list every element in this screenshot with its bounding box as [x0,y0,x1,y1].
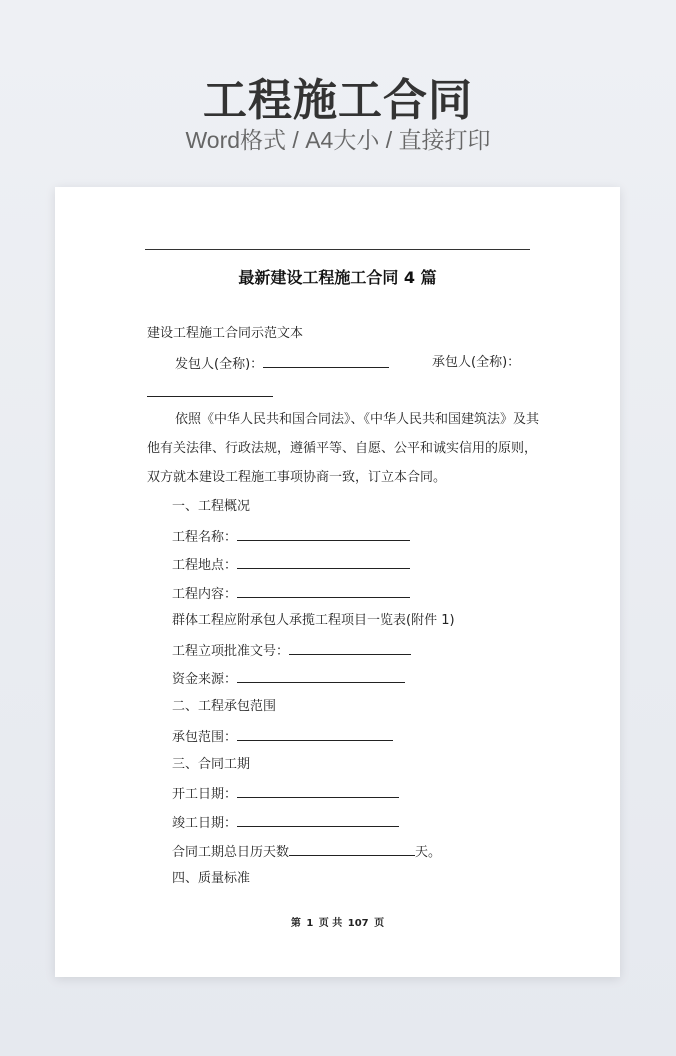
section1-heading: 一、工程概况 [172,499,251,514]
section3-heading: 三、合同工期 [172,757,251,772]
scope-line [172,727,393,747]
completion-date-line [172,813,399,833]
page-prefix: 第 [290,918,301,929]
funding-source-label: 资金来源： [172,672,238,687]
document-page [55,187,620,977]
total-days-suffix: 天。 [415,845,442,860]
start-date-blank [237,784,399,798]
project-name-line [172,527,410,547]
approval-no-label: 工程立项批准文号： [172,644,290,659]
contractor-line [147,383,273,403]
scope-label: 承包范围： [172,730,238,745]
total-days-line [172,842,441,862]
funding-source-line [172,669,405,689]
employer-line [175,354,389,374]
employer-blank [263,354,389,368]
section2-heading: 二、工程承包范围 [172,699,277,714]
completion-date-label: 竣工日期： [172,816,238,831]
page-suffix: 页 [374,918,385,929]
group-note: 群体工程应附承包人承揽工程项目一览表(附件 1) [172,613,455,628]
page-mid: 页 共 [318,918,343,929]
total-pages: 107 [347,918,369,929]
project-content-blank [237,584,410,598]
contractor-blank [147,383,273,397]
preamble-line-3: 双方就本建设工程施工事项协商一致，订立本合同。 [147,470,447,485]
project-location-label: 工程地点： [172,558,238,573]
page-footer [55,914,620,929]
page-number: 1 [306,918,314,929]
approval-no-blank [289,641,411,655]
employer-label: 发包人(全称)： [175,357,264,372]
total-days-prefix: 合同工期总日历天数 [172,845,290,860]
project-location-line [172,555,410,575]
preamble-line-1: 依照《中华人民共和国合同法》、《中华人民共和国建筑法》及其 [175,412,540,427]
start-date-line [172,784,399,804]
document-subtitle: 建设工程施工合同示范文本 [147,326,304,341]
banner-subtitle: Word格式 / A4大小 / 直接打印 [185,127,491,153]
project-name-blank [237,527,410,541]
scope-blank [237,727,393,741]
header-rule [145,249,530,250]
project-content-line [172,584,410,604]
contractor-label: 承包人(全称)： [432,355,521,370]
banner-title: 工程施工合同 [203,75,473,126]
document-title: 最新建设工程施工合同 4 篇 [238,268,437,287]
project-name-label: 工程名称： [172,530,238,545]
section4-heading: 四、质量标准 [172,871,251,886]
preamble-line-2: 他有关法律、行政法规，遵循平等、自愿、公平和诚实信用的原则， [147,441,538,456]
completion-date-blank [237,813,399,827]
project-content-label: 工程内容： [172,587,238,602]
total-days-blank [289,842,415,856]
funding-source-blank [237,669,405,683]
project-location-blank [237,555,410,569]
start-date-label: 开工日期： [172,787,238,802]
approval-no-line [172,641,411,661]
